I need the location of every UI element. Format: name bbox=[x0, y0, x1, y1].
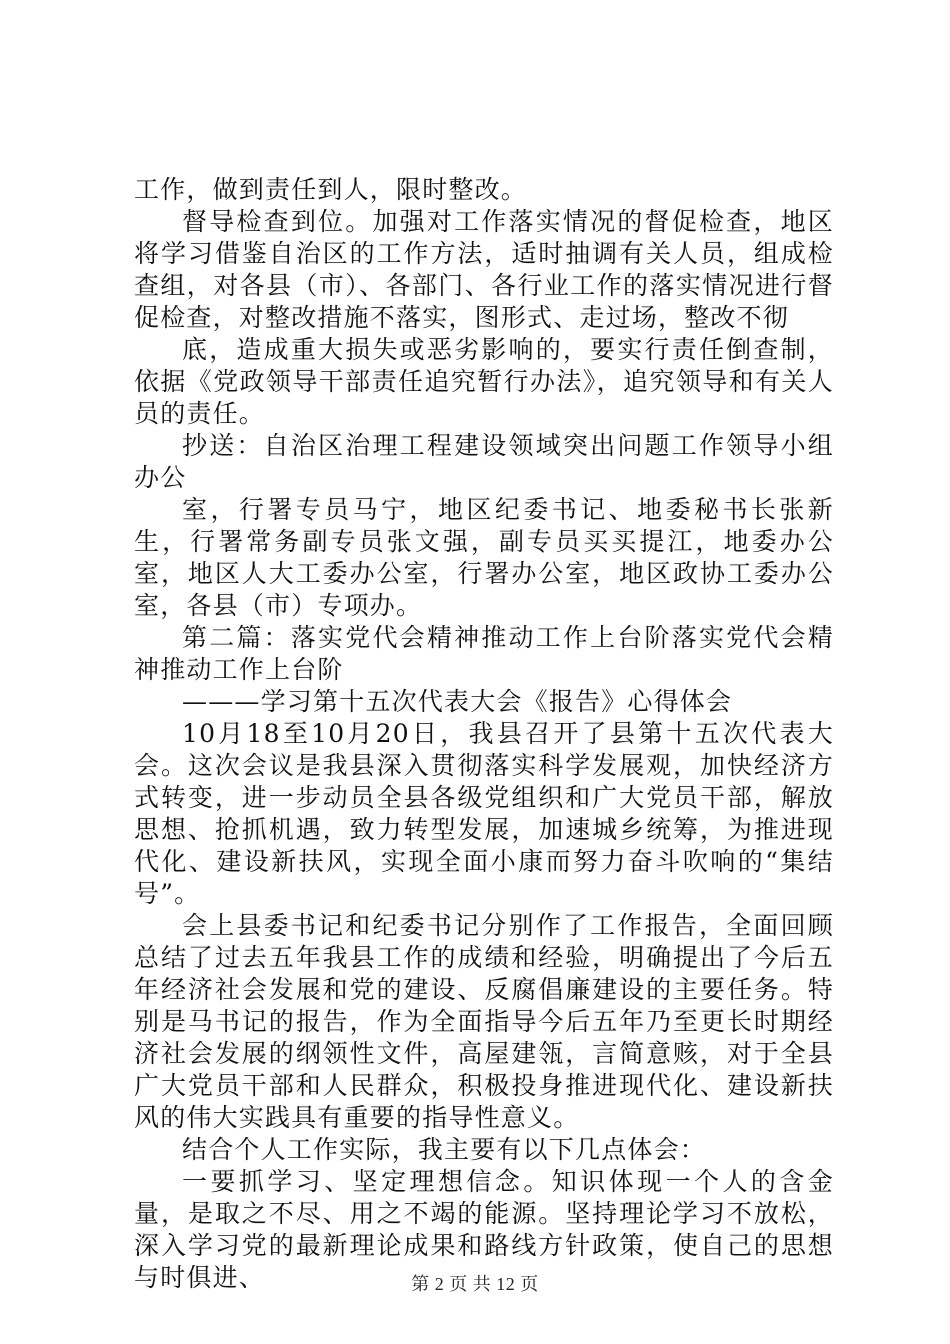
paragraph: 抄送：自治区治理工程建设领域突出问题工作领导小组办公 bbox=[134, 431, 834, 492]
paragraph: 结合个人工作实际，我主要有以下几点体会： bbox=[182, 1135, 707, 1164]
paragraph: 10月18至10月20日，我县召开了县第十五次代表大会。这次会议是我县深入贯彻落实科学发展观，加快经济方式转变，进一步动员全县各级党组织和广大党员干部，解放思想、抢抓机遇，致力转型发展，加速城乡统筹，为推进现代化、建设新扶风，实现全面小康而努力奋斗吹响的“集结号”。 bbox=[134, 719, 834, 908]
paragraph: 会上县委书记和纪委书记分别作了工作报告，全面回顾总结了过去五年我县工作的成绩和经验，明确提出了今后五年经济社会发展和党的建设、反腐倡廉建设的主要任务。特别是马书记的报告，作为全面指导今后五年乃至更长时期经济社会发展的纲领性文件，高屋建瓴，言简意赅，对于全县广大党员干部和人民群众，积极投身推进现代化、建设新扶风的伟大实践具有重要的指导性意义。 bbox=[134, 911, 834, 1132]
paragraph: 督导检查到位。加强对工作落实情况的督促检查，地区将学习借鉴自治区的工作方法，适时抽调有关人员，组成检查组，对各县（市）、各部门、各行业工作的落实情况进行督促检查，对整改措施不落实，图形式、走过场，整改不彻 bbox=[134, 207, 834, 332]
paragraph: 室，行署专员马宁，地区纪委书记、地委秘书长张新生，行署常务副专员张文强，副专员买买提江，地委办公室，地区人大工委办公室，行署办公室，地区政协工委办公室，各县（市）专项办。 bbox=[134, 495, 834, 620]
section-subtitle: ———学习第十五次代表大会《报告》心得体会 bbox=[182, 687, 733, 716]
paragraph: 工作，做到责任到人，限时整改。 bbox=[134, 175, 528, 204]
page-number-footer: 第 2 页 共 12 页 bbox=[411, 1274, 539, 1294]
section-heading: 第二篇：落实党代会精神推动工作上台阶落实党代会精神推动工作上台阶 bbox=[134, 623, 834, 684]
paragraph: 底，造成重大损失或恶劣影响的，要实行责任倒查制，依据《党政领导干部责任追究暂行办法》，追究领导和有关人员的责任。 bbox=[134, 335, 834, 428]
document-body bbox=[134, 174, 834, 1294]
paragraph: 一要抓学习、坚定理想信念。知识体现一个人的含金量，是取之不尽、用之不竭的能源。坚持理论学习不放松，深入学习党的最新理论成果和路线方针政策，使自己的思想与时俱进、 bbox=[134, 1167, 834, 1292]
